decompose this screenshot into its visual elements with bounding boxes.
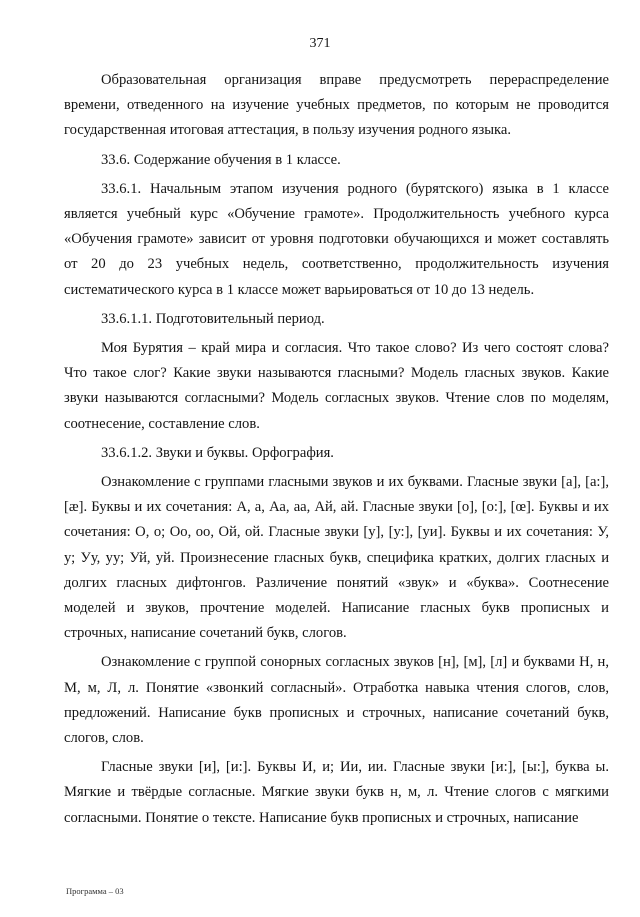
footer-program-label: Программа – 03 [66,886,124,896]
page-number: 371 [309,36,331,51]
paragraph-preparatory-period: Моя Бурятия – край мира и согласия. Что такое слово? Из чего состоят слова? Что такое слог? Какие звуки называются гласными? Модель гласных звуков. Какие звуки называются согласными? Модель согласных звуков. Чтение слов по моделям, соотнесение, составление слов. [64,340,609,432]
paragraph-vowels: Ознакомление с группами гласными звуков и их буквами. Гласные звуки [а], [а:], [æ]. Буквы и их сочетания: А, а, Аа, аа, Ай, ай. Гласные звуки [о], [о:], [œ]. Буквы и их сочетания: О, о; Оо, оо, Ой, ой. Гласные звуки [у], [у:], [уи]. Буквы и их сочетания: У, у; Уу, уу; Уй, уй. Произнесение гласных букв, специфика кратких, долгих гласных и долгих гласных дифтонгов. Различение понятий «звук» и «буква». Соотнесение моделей и звуков, прочтение моделей. Написание гласных букв прописных и строчных, написание сочетаний букв, слогов. [64,474,609,642]
document-body [64,68,609,831]
paragraph-vowels-i: Гласные звуки [и], [и:]. Буквы И, и; Ии, ии. Гласные звуки [и:], [ы:], буква ы. Мягкие и твёрдые согласные. Мягкие звуки букв н, м, л. Чтение слогов с мягкими согласными. Понятие о тексте. Написание букв прописных и строчных, написание [64,759,609,826]
paragraph-redistribution: Образовательная организация вправе предусмотреть перераспределение времени, отведенного на изучение учебных предметов, по которым не проводится государственная итоговая аттестация, в пользу изучения родного языка. [64,72,609,139]
section-heading-33-6: 33.6. Содержание обучения в 1 классе. [101,151,341,168]
section-heading-33-6-1-2: 33.6.1.2. Звуки и буквы. Орфография. [101,444,334,461]
paragraph-sonorant-consonants: Ознакомление с группой сонорных согласных звуков [н], [м], [л] и буквами Н, н, М, м, Л, л. Понятие «звонкий согласный». Отработка навыка чтения слогов, слов, предложений. Написание букв прописных и строчных, написание сочетаний букв, слогов, слов. [64,654,609,747]
paragraph-33-6-1: 33.6.1. Начальным этапом изучения родного (бурятского) языка в 1 классе является учебный курс «Обучение грамоте». Продолжительность учебного курса «Обучения грамоте» зависит от уровня подготовки обучающихся и может составлять от 20 до 23 учебных недель, соответственно, продолжительность изучения систематического курса в 1 классе может варьироваться от 10 до 13 недель. [64,180,609,298]
section-heading-33-6-1-1: 33.6.1.1. Подготовительный период. [101,310,325,327]
